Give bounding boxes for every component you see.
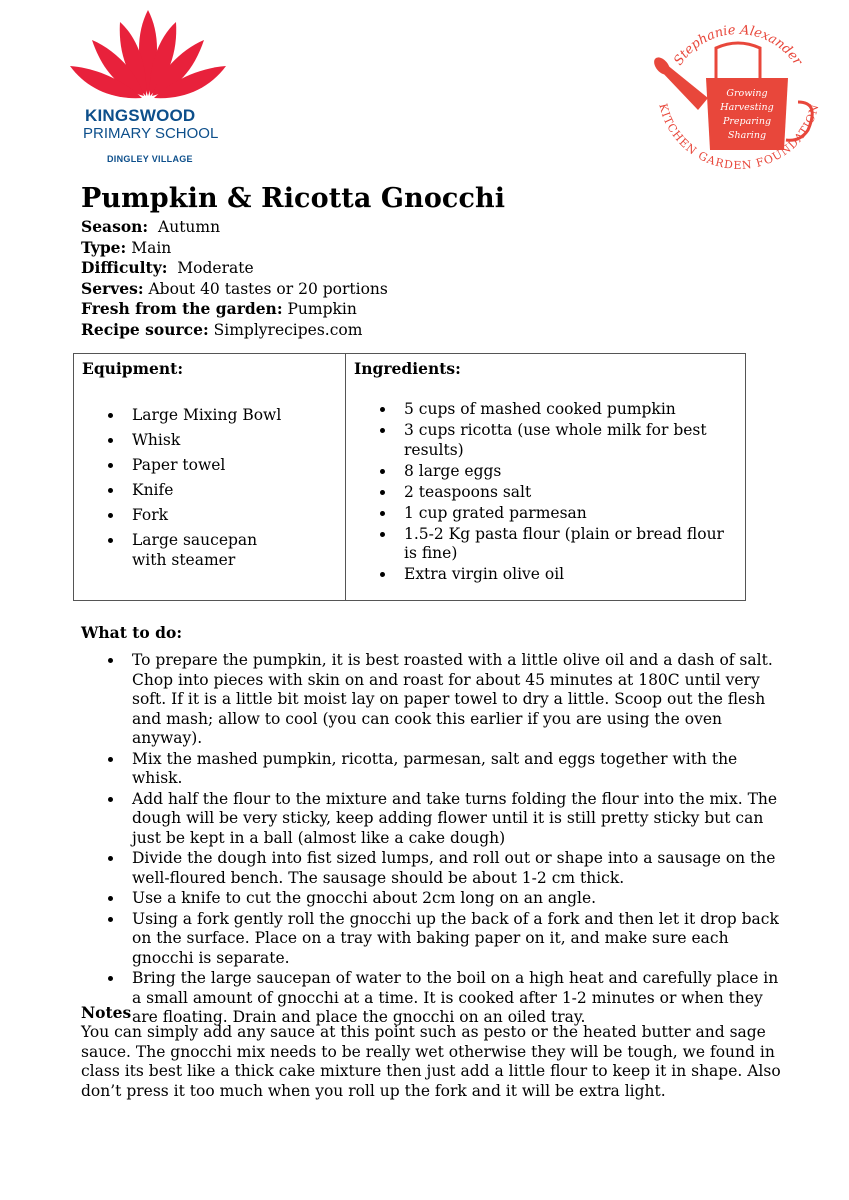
list-item: 1 cup grated parmesan (346, 504, 734, 524)
notes-heading: Notes (81, 1003, 132, 1022)
recipe-meta (81, 217, 388, 340)
equipment-heading: Equipment: (82, 359, 184, 378)
list-item: Using a fork gently roll the gnocchi up the back of a fork and then let it drop back on the surface. Place on a tray with baking paper on it, and make sure each gnocchi is separate. (81, 910, 781, 969)
meta-type: Type: Main (81, 237, 172, 257)
motto-sharing: Sharing (727, 130, 767, 141)
list-item: Whisk (74, 431, 292, 451)
school-logo (64, 8, 234, 164)
list-item: Bring the large saucepan of water to the boil on a high heat and carefully place in a small amount of gnocchi at a time. It is cooked after 1-2 minutes or when they are floating. Drain and place the gnocchi on an oiled tray. (81, 969, 781, 1028)
method-steps (81, 651, 781, 1029)
list-item: Large saucepan with steamer (74, 531, 292, 570)
meta-serves: Serves: About 40 tastes or 20 portions (81, 278, 388, 298)
list-item: To prepare the pumpkin, it is best roasted with a little olive oil and a dash of salt. Chop into pieces with skin on and roast for about 45 minutes at 180C until very soft. If it is a little bit moist lay on paper towel to dry a little. Scoop out the flesh and mash; allow to cool (you can cook this earlier if you are using the oven anyway). (81, 651, 781, 749)
school-subtitle: PRIMARY SCHOOL (83, 125, 219, 142)
list-item: Add half the flour to the mixture and take turns folding the flour into the mix. The dough will be very sticky, keep adding flower until it is still pretty sticky but can just be kept in a ball (almost like a cake dough) (81, 790, 781, 849)
recipe-title: Pumpkin & Ricotta Gnocchi (81, 183, 506, 214)
list-item: Paper towel (74, 456, 292, 476)
ingredients-list (346, 400, 734, 586)
ingredients-heading: Ingredients: (354, 359, 461, 378)
foundation-logo (648, 10, 828, 180)
meta-difficulty: Difficulty: Moderate (81, 258, 254, 277)
list-item: 3 cups ricotta (use whole milk for best results) (346, 421, 734, 460)
list-item: Fork (74, 506, 292, 526)
school-name: KINGSWOOD (85, 106, 196, 125)
list-item: 5 cups of mashed cooked pumpkin (346, 400, 734, 420)
list-item: Mix the mashed pumpkin, ricotta, parmesan, salt and eggs together with the whisk. (81, 750, 781, 789)
list-item: Use a knife to cut the gnocchi about 2cm long on an angle. (81, 889, 781, 909)
list-item: Divide the dough into fist sized lumps, and roll out or shape into a sausage on the well-floured bench. The sausage should be about 1-2 cm thick. (81, 849, 781, 888)
ingredients-column (346, 354, 745, 600)
svg-text:Stephanie Alexander (671, 23, 805, 69)
equipment-ingredients-table (73, 353, 746, 601)
watering-can-icon (648, 10, 828, 180)
equipment-list (74, 406, 292, 576)
lotus-flower-icon (68, 8, 228, 103)
meta-source: Recipe source: Simplyrecipes.com (81, 319, 363, 339)
list-item: 1.5-2 Kg pasta flour (plain or bread flour is fine) (346, 525, 734, 564)
meta-season: Season: Autumn (81, 217, 221, 236)
list-item: 8 large eggs (346, 462, 734, 482)
list-item: Extra virgin olive oil (346, 565, 734, 585)
foundation-name: Stephanie Alexander (671, 22, 805, 69)
method-heading: What to do: (81, 623, 183, 642)
school-location: DINGLEY VILLAGE (107, 154, 193, 164)
list-item: Large Mixing Bowl (74, 406, 292, 426)
equipment-column (74, 354, 346, 600)
motto-harvesting: Harvesting (720, 102, 774, 113)
foundation-subname: KITCHEN GARDEN FOUNDATION (656, 102, 822, 173)
list-item: 2 teaspoons salt (346, 483, 734, 503)
list-item: Knife (74, 481, 292, 501)
meta-fresh: Fresh from the garden: Pumpkin (81, 299, 357, 318)
notes-text: You can simply add any sauce at this point such as pesto or the heated butter and sage sauce. The gnocchi mix needs to be really wet otherwise they will be tough, we found in class its best like a thick cake mixture then just add a little flour to keep it in shape. Also don’t press it too much when you roll up the fork and it will be extra light. (81, 1023, 781, 1100)
motto-preparing: Preparing (722, 116, 772, 127)
motto-growing: Growing (726, 88, 768, 99)
